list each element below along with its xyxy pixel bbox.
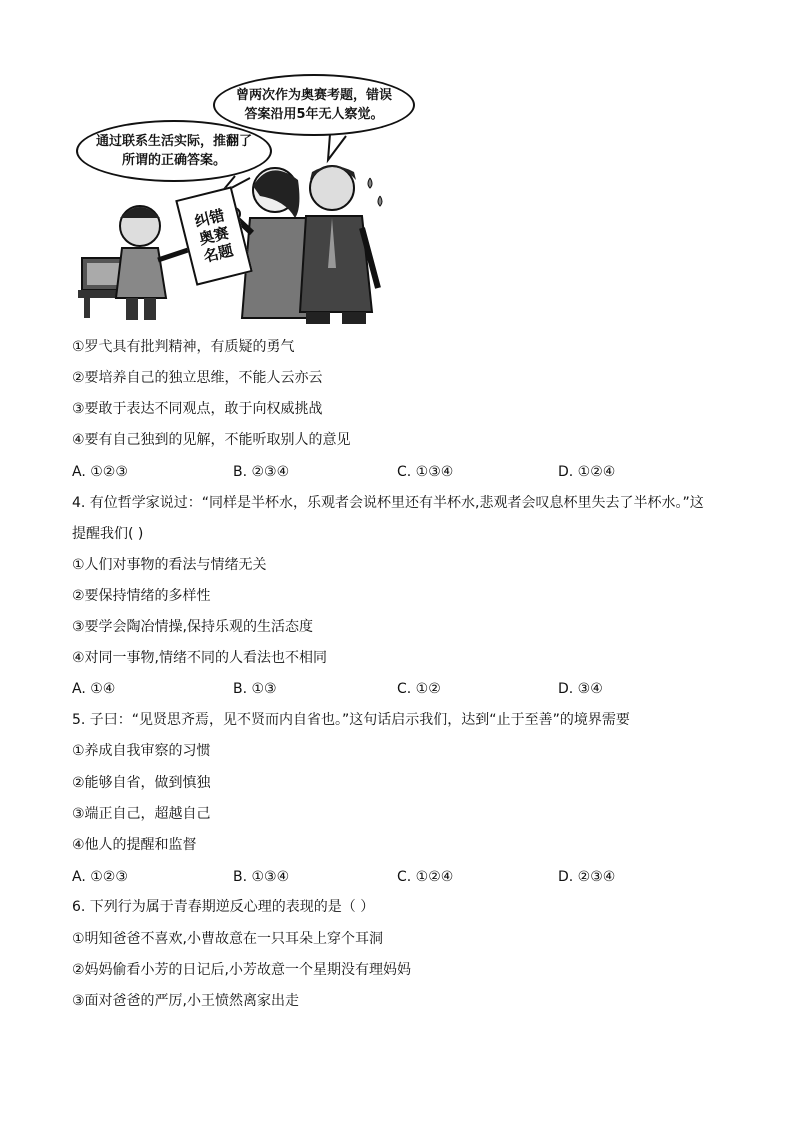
q5-stem: 5. 子曰：“见贤思齐焉，见不贤而内自省也。”这句话启示我们，达到“止于至善”的境界需要	[72, 712, 630, 728]
q3-item-4: ④要有自己独到的见解，不能听取别人的意见	[72, 432, 351, 448]
q5-option-d[interactable]: D. ②③④	[558, 869, 616, 885]
q3-options	[72, 462, 732, 482]
q4-item-1: ①人们对事物的看法与情绪无关	[72, 557, 267, 573]
speech-bubble-left: 通过联系生活实际，推翻了所谓的正确答案。	[76, 120, 272, 182]
q5-option-c[interactable]: C. ①②④	[397, 869, 454, 885]
q6-stem: 6. 下列行为属于青春期逆反心理的表现的是（ ）	[72, 899, 375, 915]
q3-option-d[interactable]: D. ①②④	[558, 464, 616, 480]
q4-option-b[interactable]: B. ①③	[233, 681, 277, 697]
q3-option-b[interactable]: B. ②③④	[233, 464, 290, 480]
q4-stem-line1: 4. 有位哲学家说过：“同样是半杯水，乐观者会说杯里还有半杯水,悲观者会叹息杯里失去了半杯水。”这	[72, 495, 704, 511]
q5-item-4: ④他人的提醒和监督	[72, 837, 197, 853]
q4-item-4: ④对同一事物,情绪不同的人看法也不相同	[72, 650, 327, 666]
q3-item-1: ①罗弋具有批判精神，有质疑的勇气	[72, 339, 295, 355]
q4-item-2: ②要保持情绪的多样性	[72, 588, 211, 604]
q5-option-a[interactable]: A. ①②③	[72, 869, 128, 885]
sign-text: 纠错奥赛名题	[192, 206, 236, 266]
q5-options	[72, 867, 732, 887]
q5-item-3: ③端正自己，超越自己	[72, 806, 211, 822]
q3-option-c[interactable]: C. ①③④	[397, 464, 454, 480]
cartoon-illustration	[70, 68, 420, 330]
q5-item-2: ②能够自省，做到慎独	[72, 775, 211, 791]
q4-option-a[interactable]: A. ①④	[72, 681, 116, 697]
q6-item-1: ①明知爸爸不喜欢,小曹故意在一只耳朵上穿个耳洞	[72, 931, 383, 947]
q4-stem-line2: 提醒我们( )	[72, 526, 144, 542]
q5-option-b[interactable]: B. ①③④	[233, 869, 290, 885]
q4-options	[72, 679, 732, 699]
q6-item-2: ②妈妈偷看小芳的日记后,小芳故意一个星期没有理妈妈	[72, 962, 411, 978]
q3-option-a[interactable]: A. ①②③	[72, 464, 128, 480]
q4-item-3: ③要学会陶冶情操,保持乐观的生活态度	[72, 619, 313, 635]
q4-option-c[interactable]: C. ①②	[397, 681, 441, 697]
q3-item-3: ③要敢于表达不同观点，敢于向权威挑战	[72, 401, 323, 417]
q3-item-2: ②要培养自己的独立思维，不能人云亦云	[72, 370, 323, 386]
q6-item-3: ③面对爸爸的严厉,小王愤然离家出走	[72, 993, 300, 1009]
q4-option-d[interactable]: D. ③④	[558, 681, 603, 697]
q5-item-1: ①养成自我审察的习惯	[72, 743, 211, 759]
speech-bubble-top: 曾两次作为奥赛考题，错误答案沿用5年无人察觉。	[213, 74, 415, 136]
